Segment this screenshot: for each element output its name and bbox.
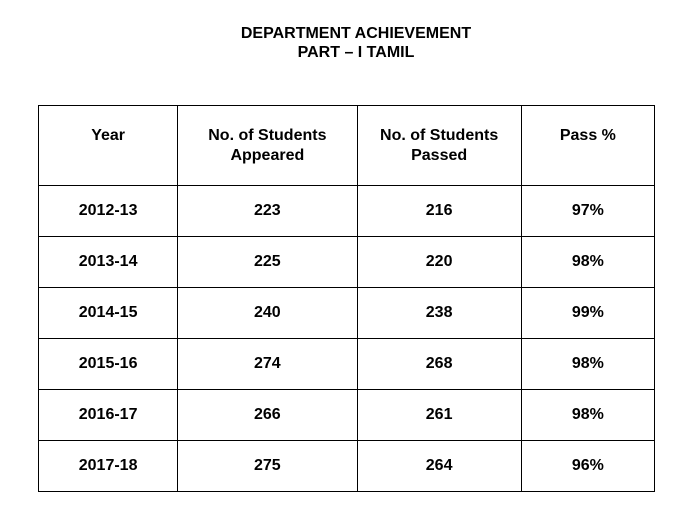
cell-appeared: 223 [178, 186, 357, 237]
table-row [39, 186, 655, 237]
header-year [39, 106, 178, 186]
header-appeared-line-1: No. of Students [208, 127, 327, 144]
cell-year: 2015-16 [39, 339, 178, 390]
table-row [39, 339, 655, 390]
cell-pass-percent: 98% [521, 390, 654, 441]
cell-appeared: 225 [178, 237, 357, 288]
cell-year: 2016-17 [39, 390, 178, 441]
table-header-row [39, 106, 655, 186]
title-line-1: DEPARTMENT ACHIEVEMENT [240, 25, 472, 42]
header-pass-percent [521, 106, 654, 186]
achievement-table [38, 105, 655, 492]
header-appeared-line-2: Appeared [230, 147, 305, 164]
table-row [39, 441, 655, 492]
cell-passed: 261 [357, 390, 521, 441]
header-year-label: Year [91, 127, 126, 144]
header-appeared [178, 106, 357, 186]
cell-passed: 220 [357, 237, 521, 288]
cell-appeared: 275 [178, 441, 357, 492]
page-title [0, 24, 690, 62]
cell-appeared: 240 [178, 288, 357, 339]
cell-pass-percent: 98% [521, 237, 654, 288]
cell-pass-percent: 97% [521, 186, 654, 237]
cell-year: 2013-14 [39, 237, 178, 288]
cell-passed: 216 [357, 186, 521, 237]
table-row [39, 390, 655, 441]
cell-year: 2017-18 [39, 441, 178, 492]
cell-year: 2012-13 [39, 186, 178, 237]
cell-passed: 238 [357, 288, 521, 339]
title-line-2: PART – I TAMIL [297, 44, 415, 61]
cell-pass-percent: 98% [521, 339, 654, 390]
table-row [39, 288, 655, 339]
cell-appeared: 274 [178, 339, 357, 390]
cell-year: 2014-15 [39, 288, 178, 339]
table-row [39, 237, 655, 288]
cell-passed: 268 [357, 339, 521, 390]
header-pass-percent-label: Pass % [559, 127, 616, 144]
cell-pass-percent: 96% [521, 441, 654, 492]
header-passed-line-2: Passed [411, 147, 468, 164]
cell-pass-percent: 99% [521, 288, 654, 339]
header-passed [357, 106, 521, 186]
header-passed-line-1: No. of Students [380, 127, 499, 144]
cell-passed: 264 [357, 441, 521, 492]
cell-appeared: 266 [178, 390, 357, 441]
